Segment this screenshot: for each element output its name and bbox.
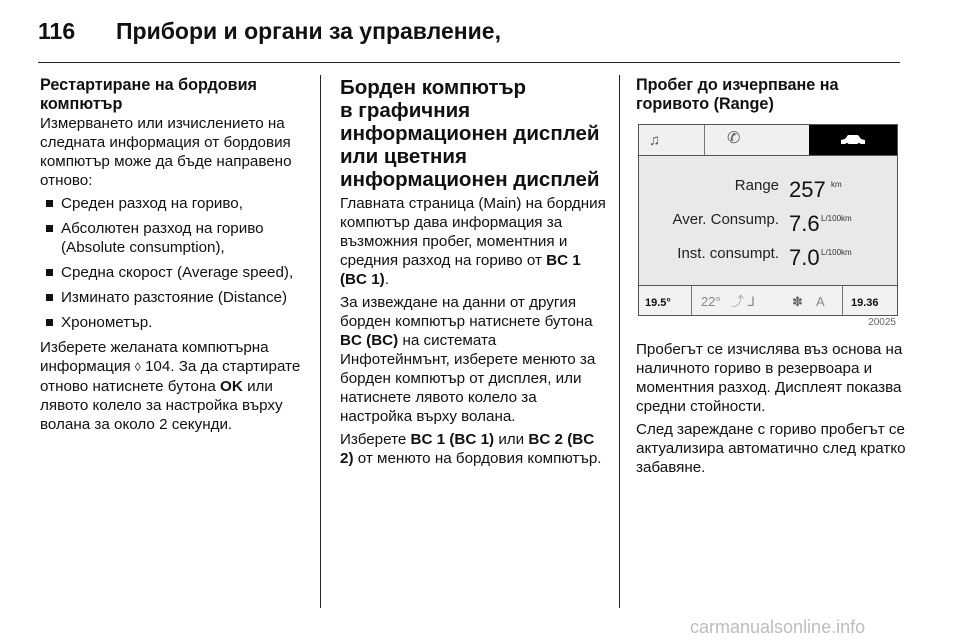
- airflow-icon: ⤴ ⅃: [731, 294, 755, 309]
- page-header: [38, 18, 501, 45]
- restart-list: [40, 194, 308, 332]
- bullet-icon: [46, 225, 53, 232]
- range-paragraph-2: След зареждане с гориво пробегът се актуализира автоматично след кратко забавяне.: [636, 421, 906, 476]
- range-paragraph-1: Пробегът се изчислява въз основа на наличното гориво в резервоара и моментния разход. Дисплеят показва средни стойности.: [636, 341, 903, 415]
- bullet-icon: [46, 200, 53, 207]
- display-row-range: Range 257 km: [734, 177, 842, 202]
- fan-mode: A: [816, 294, 825, 309]
- column-board-computer: [340, 76, 610, 472]
- list-item: Среден разход на гориво,: [40, 194, 308, 213]
- fan-icon: ✽: [792, 294, 803, 309]
- set-temperature: 22°: [701, 294, 721, 309]
- display-screen: [638, 124, 898, 316]
- music-note-icon: ♫: [649, 132, 661, 149]
- bullet-icon: [46, 294, 53, 301]
- display-bottom-bar: [639, 285, 897, 315]
- bullet-icon: [46, 269, 53, 276]
- section-heading-board-computer: Борден компютър в графичния информационен дисплей или цветния информационен дисплей: [340, 76, 600, 191]
- clock-time: 19.36: [851, 297, 879, 309]
- display-row-instant: Inst. consumpt. 7.0 L/100km: [677, 245, 852, 270]
- reference-arrow-icon: ◊: [134, 360, 141, 374]
- display-illustration: [636, 124, 898, 332]
- restart-intro: Измерването или изчислението на следната информация от бордовия компютър може да бъде направено отново:: [40, 115, 292, 189]
- list-item: Хронометър.: [40, 313, 308, 332]
- column-range: [636, 76, 906, 481]
- header-rule: [38, 62, 900, 63]
- other-computer-paragraph: За извеждане на данни от другия борден компютър натиснете бутона BC (BC) на системата Инфотейнмънт, изберете менюто за борден компютър от дисплея, или натиснете лявото колело за настройка върху волана.: [340, 294, 596, 425]
- column-restart: [40, 76, 308, 438]
- list-item: Изминато разстояние (Distance): [40, 288, 308, 307]
- main-page-paragraph: Главната страница (Main) на бордния компютър дава информация за възможния пробег, моментния и средния разход на гориво от BC 1 (BC 1).: [340, 195, 606, 288]
- section-heading-restart: Рестартиране на бордовия компютър: [40, 76, 257, 113]
- page-number: 116: [38, 18, 76, 44]
- list-item: Средна скорост (Average speed),: [40, 263, 308, 282]
- select-paragraph: Изберете BC 1 (BC 1) или BC 2 (BC 2) от менюто на бордовия компютър.: [340, 431, 602, 467]
- section-heading-range: Пробег до изчерпване на горивото (Range): [636, 76, 839, 113]
- watermark: carmanualsonline.info: [690, 617, 866, 637]
- column-divider-1: [320, 75, 321, 608]
- outside-temperature: 19.5°: [645, 297, 671, 309]
- phone-icon: ✆: [727, 130, 741, 147]
- page-title: Прибори и органи за управление,: [116, 18, 501, 44]
- ok-button-label: OK: [220, 378, 243, 395]
- figure-number: 20025: [868, 317, 896, 328]
- car-icon: [839, 134, 867, 146]
- display-top-bar: [639, 125, 897, 156]
- display-row-average: Aver. Consump. 7.6 L/100km: [672, 211, 852, 236]
- restart-instruction: Изберете желаната компютърна информация ◊ 104. За да стартирате отново натиснете бутона OK или лявото колело за настройка върху волана за около 2 секунди.: [40, 339, 301, 433]
- car-tab: [809, 125, 897, 155]
- bullet-icon: [46, 319, 53, 326]
- list-item: Абсолютен разход на гориво (Absolute consumption),: [40, 219, 308, 257]
- column-divider-2: [619, 75, 620, 608]
